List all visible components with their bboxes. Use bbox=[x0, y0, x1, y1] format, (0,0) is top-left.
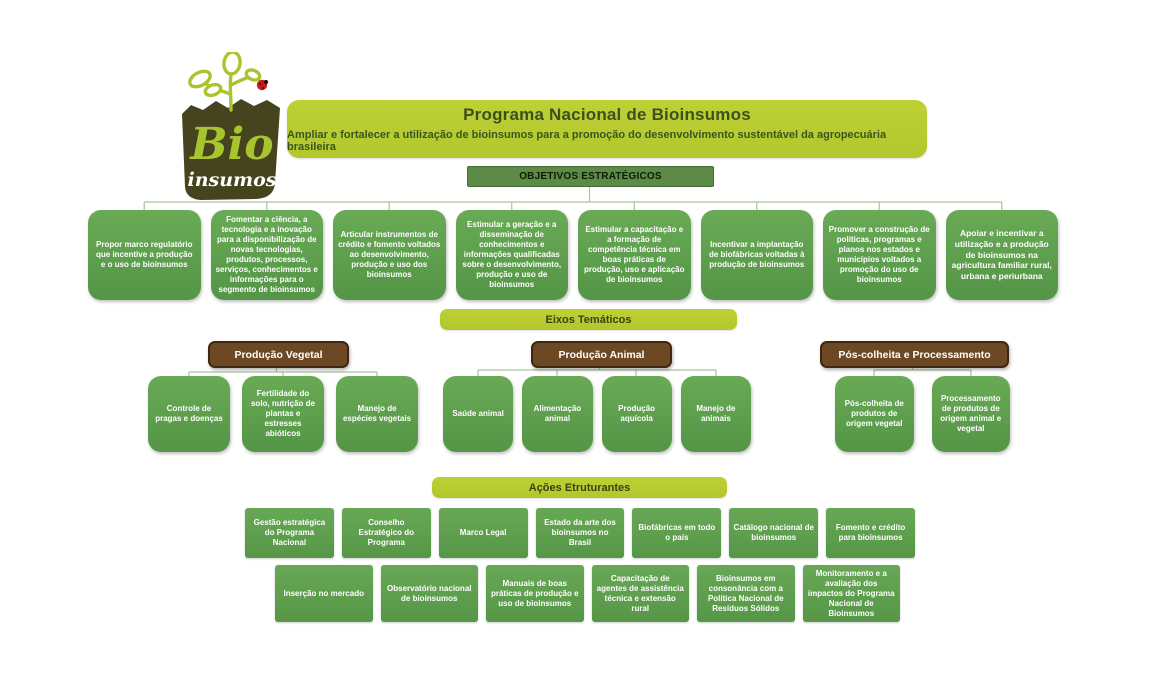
objetivo-node: Apoiar e incentivar a utilização e a produção de bioinsumos na agricultura familiar rural, urbana e periurbana bbox=[946, 210, 1059, 300]
eixo-node: Pós-colheita de produtos de origem vegetal bbox=[835, 376, 914, 452]
eixo-node: Fertilidade do solo, nutrição de plantas e estresses abióticos bbox=[242, 376, 324, 452]
eixo-node: Alimentação animal bbox=[522, 376, 592, 452]
eixo-node: Saúde animal bbox=[443, 376, 513, 452]
eixo-node: Manejo de espécies vegetais bbox=[336, 376, 418, 452]
logo-insumos-text: insumos bbox=[187, 169, 277, 191]
acao-box: Bioinsumos em consonância com a Política Nacional de Resíduos Sólidos bbox=[697, 565, 795, 622]
producao-animal-row bbox=[443, 376, 751, 452]
objetivo-node: Incentivar a implantação de biofábricas voltadas à produção de bioinsumos bbox=[701, 210, 814, 300]
producao-vegetal-row bbox=[148, 376, 418, 452]
acao-box: Estado da arte dos bioinsumos no Brasil bbox=[536, 508, 625, 558]
sprout-icon bbox=[187, 52, 261, 110]
acoes-section-label: Ações Etruturantes bbox=[432, 477, 727, 498]
objetivo-node: Estimular a geração e a disseminação de conhecimentos e informações qualificadas sobre o desenvolvimento, produção e uso de bioinsumos bbox=[456, 210, 569, 300]
group-header-producao-animal: Produção Animal bbox=[531, 341, 672, 368]
acao-box: Gestão estratégica do Programa Nacional bbox=[245, 508, 334, 558]
group-header-producao-vegetal: Produção Vegetal bbox=[208, 341, 349, 368]
acao-box: Inserção no mercado bbox=[275, 565, 373, 622]
program-header bbox=[287, 100, 927, 158]
eixo-node: Processamento de produtos de origem animal e vegetal bbox=[932, 376, 1011, 452]
program-title: Programa Nacional de Bioinsumos bbox=[463, 105, 751, 124]
bioinsumos-logo bbox=[168, 52, 302, 202]
acao-box: Conselho Estratégico do Programa bbox=[342, 508, 431, 558]
group-header-pos-colheita: Pós-colheita e Processamento bbox=[820, 341, 1009, 368]
logo-bio-text: Bio bbox=[190, 119, 274, 170]
objetivo-node: Estimular a capacitação e a formação de competência técnica em boas práticas de produção, uso e aplicação de bioinsumos bbox=[578, 210, 691, 300]
ladybug-icon bbox=[257, 80, 268, 90]
pos-colheita-row bbox=[835, 376, 1010, 452]
acao-box: Capacitação de agentes de assistência técnica e extensão rural bbox=[592, 565, 690, 622]
eixo-node: Controle de pragas e doenças bbox=[148, 376, 230, 452]
acoes-row-2 bbox=[275, 565, 900, 622]
objetivo-node: Promover a construção de políticas, programas e planos nos estados e municípios voltados a promoção do uso de bioinsumos bbox=[823, 210, 936, 300]
acao-box: Biofábricas em todo o país bbox=[632, 508, 721, 558]
acao-box: Catálogo nacional de bioinsumos bbox=[729, 508, 818, 558]
acao-box: Observatório nacional de bioinsumos bbox=[381, 565, 479, 622]
objetivo-node: Propor marco regulatório que incentive a produção e o uso de bioinsumos bbox=[88, 210, 201, 300]
program-subtitle: Ampliar e fortalecer a utilização de bioinsumos para a promoção do desenvolvimento sustentável da agropecuária brasileira bbox=[287, 129, 887, 153]
eixos-section-label: Eixos Temáticos bbox=[440, 309, 737, 330]
eixo-node: Produção aquícola bbox=[602, 376, 672, 452]
objetivo-node: Fomentar a ciência, a tecnologia e a inovação para a disponibilização de novas tecnologias, produtos, processos, serviços, conhecimentos e informações para o segmento de bioinsumos bbox=[211, 210, 324, 300]
acao-box: Manuais de boas práticas de produção e uso de bioinsumos bbox=[486, 565, 584, 622]
objetivos-section-label: OBJETIVOS ESTRATÉGICOS bbox=[467, 166, 714, 187]
objetivos-row bbox=[88, 210, 1058, 300]
acao-box: Fomento e crédito para bioinsumos bbox=[826, 508, 915, 558]
acao-box: Marco Legal bbox=[439, 508, 528, 558]
acoes-row-1 bbox=[245, 508, 915, 558]
objetivo-node: Articular instrumentos de crédito e fomento voltados ao desenvolvimento, produção e uso dos bioinsumos bbox=[333, 210, 446, 300]
acao-box: Monitoramento e a avaliação dos impactos do Programa Nacional de Bioinsumos bbox=[803, 565, 901, 622]
eixo-node: Manejo de animais bbox=[681, 376, 751, 452]
